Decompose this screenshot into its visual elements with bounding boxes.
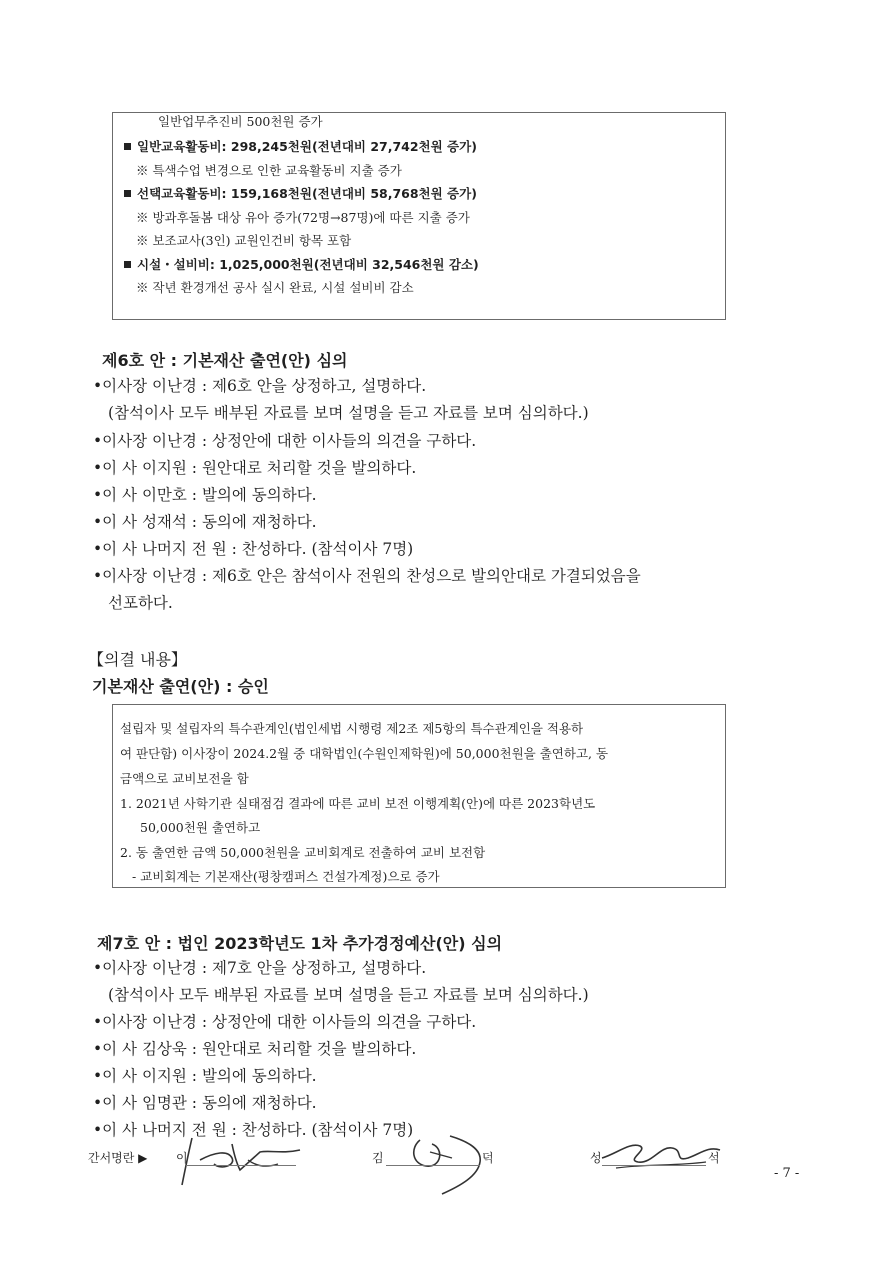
agenda6-line: •이 사 이지원 : 원안대로 처리할 것을 발의하다. [93,459,417,477]
agenda7-line: •이 사 김상욱 : 원안대로 처리할 것을 발의하다. [93,1040,417,1058]
signature-underline [186,1165,296,1166]
agenda6-line: •이 사 성재석 : 동의에 재청하다. [93,513,317,531]
agenda6-title: 제6호 안 : 기본재산 출연(안) 심의 [102,351,348,370]
agenda7-line: (참석이사 모두 배부된 자료를 보며 설명을 듣고 자료를 보며 심의하다.) [108,986,589,1004]
agenda6-line: •이사장 이난경 : 제6호 안은 참석이사 전원의 찬성으로 발의안대로 가결되었음을 [93,567,641,585]
agenda6-line: •이 사 이만호 : 발의에 동의하다. [93,486,317,504]
box1-line: 일반업무추진비 500천원 증가 [158,114,323,129]
agenda6-line: (참석이사 모두 배부된 자료를 보며 설명을 듣고 자료를 보며 심의하다.) [108,404,589,422]
box1-line: 선택교육활동비: 159,168천원(전년대비 58,768천원 증가) [124,186,477,202]
handwritten-signature-2 [390,1128,500,1198]
agenda7-line: •이사장 이난경 : 상정안에 대한 이사들의 의견을 구하다. [93,1013,477,1031]
signature-2-end: 덕 [482,1151,494,1165]
box1-line: ※ 방과후돌봄 대상 유아 증가(72명→87명)에 따른 지출 증가 [136,210,470,225]
box1-line: ※ 보조교사(3인) 교원인건비 항목 포함 [136,233,352,248]
handwritten-signature-3 [596,1128,726,1178]
signature-1-char: 이 [176,1151,188,1165]
signature-3-end: 석 [708,1151,720,1165]
agenda7-title: 제7호 안 : 법인 2023학년도 1차 추가경정예산(안) 심의 [97,934,503,953]
agenda6-line: •이사장 이난경 : 상정안에 대한 이사들의 의견을 구하다. [93,432,477,450]
square-bullet-icon [124,190,131,197]
signature-label: 간서명란 ▶ [88,1151,148,1165]
resolution-heading: 【의결 내용】 [88,650,187,669]
box2-line: - 교비회계는 기본재산(평창캠퍼스 건설가계정)으로 증가 [132,869,440,884]
page-number: - 7 - [774,1166,800,1181]
square-bullet-icon [124,143,131,150]
agenda7-line: •이 사 나머지 전 원 : 찬성하다. (참석이사 7명) [93,1121,414,1139]
resolution-subheading: 기본재산 출연(안) : 승인 [92,677,269,696]
signature-underline [386,1165,480,1166]
box2-line: 50,000천원 출연하고 [140,820,261,835]
agenda6-line: 선포하다. [108,594,173,612]
square-bullet-icon [124,261,131,268]
agenda6-line: •이사장 이난경 : 제6호 안을 상정하고, 설명하다. [93,377,427,395]
box1-line: ※ 특색수업 변경으로 인한 교육활동비 지출 증가 [136,163,402,178]
box1-line: 시설・설비비: 1,025,000천원(전년대비 32,546천원 감소) [124,257,479,273]
box1-line: 일반교육활동비: 298,245천원(전년대비 27,742천원 증가) [124,139,477,155]
signature-underline [602,1165,706,1166]
signature-3-start: 성 [590,1151,602,1165]
box2-line: 2. 동 출연한 금액 50,000천원을 교비회계로 전출하여 교비 보전함 [120,845,486,860]
agenda6-line: •이 사 나머지 전 원 : 찬성하다. (참석이사 7명) [93,540,414,558]
agenda7-line: •이사장 이난경 : 제7호 안을 상정하고, 설명하다. [93,959,427,977]
box1-line: ※ 작년 환경개선 공사 실시 완료, 시설 설비비 감소 [136,280,414,295]
agenda7-line: •이 사 이지원 : 발의에 동의하다. [93,1067,317,1085]
box2-line: 여 판단함) 이사장이 2024.2월 중 대학법인(수원인제학원)에 50,000천원을 출연하고, 동 [120,746,609,761]
box2-line: 설립자 및 설립자의 특수관계인(법인세법 시행령 제2조 제5항의 특수관계인을 적용하 [120,721,584,736]
signature-2-start: 김 [372,1151,384,1165]
box2-line: 1. 2021년 사학기관 실태점검 결과에 따른 교비 보전 이행계획(안)에 따른 2023학년도 [120,796,596,811]
box2-line: 금액으로 교비보전을 함 [120,771,249,786]
agenda7-line: •이 사 임명관 : 동의에 재청하다. [93,1094,317,1112]
handwritten-signature-1 [170,1130,310,1190]
